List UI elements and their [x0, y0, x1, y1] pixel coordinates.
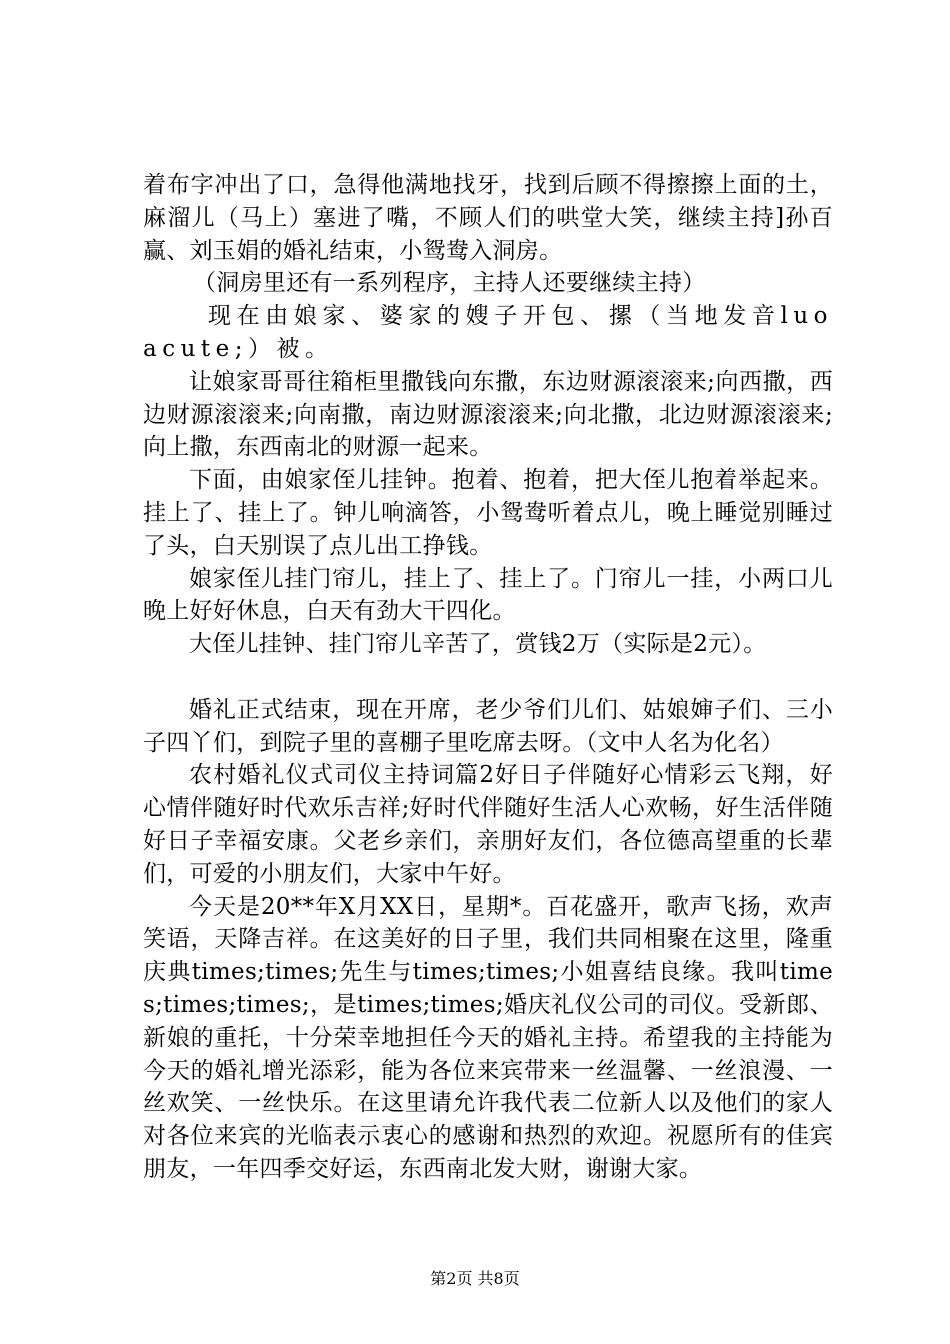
blank-line: [143, 661, 833, 694]
paragraph: 现在由娘家、婆家的嫂子开包、摞（当地发音luoacute;）被。: [143, 303, 833, 362]
document-body: [143, 169, 833, 1186]
paragraph: 婚礼正式结束，现在开席，老少爷们儿们、姑娘婶子们、三小子四丫们，到院子里的喜棚子里吃席去呀。（文中人名为化名）: [143, 696, 833, 756]
paragraph: 着布字冲出了口，急得他满地找牙，找到后顾不得擦擦上面的土，麻溜儿（马上）塞进了嘴，不顾人们的哄堂大笑，继续主持]孙百赢、刘玉娟的婚礼结束，小鸳鸯入洞房。: [143, 172, 833, 264]
paragraph: （洞房里还有一系列程序，主持人还要继续主持）: [193, 270, 706, 297]
paragraph: 让娘家哥哥往箱柜里撒钱向东撒，东边财源滚滚来;向西撒，西边财源滚滚来;向南撒，南边财源滚滚来;向北撒，北边财源滚滚来;向上撒，东西南北的财源一起来。: [143, 368, 833, 461]
paragraph: 大侄儿挂钟、挂门帘儿辛苦了，赏钱2万（实际是2元）。: [189, 631, 767, 658]
page-footer: 第2页 共8页: [430, 1269, 520, 1288]
paragraph: 农村婚礼仪式司仪主持词篇2好日子伴随好心情彩云飞翔，好心情伴随好时代欢乐吉祥;好时代伴随好生活人心欢畅，好生活伴随好日子幸福安康。父老乡亲们，亲朋好友们，各位德高望重的长辈们，可爱的小朋友们，大家中午好。: [143, 762, 833, 887]
paragraph: 娘家侄儿挂门帘儿，挂上了、挂上了。门帘儿一挂，小两口儿晚上好好休息，白天有劲大干四化。: [143, 565, 833, 625]
paragraph: 今天是20**年X月XX日，星期*。百花盛开，歌声飞扬，欢声笑语，天降吉祥。在这美好的日子里，我们共同相聚在这里，隆重庆典times;times;先生与times;times;小姐喜结良缘。我叫times;times;times;，是times;times;婚庆礼仪公司的司仪。受新郎、新娘的重托，十分荣幸地担任今天的婚礼主持。希望我的主持能为今天的婚礼增光添彩，能为各位来宾带来一丝温馨、一丝浪漫、一丝欢笑、一丝快乐。在这里请允许我代表二位新人以及他们的家人对各位来宾的光临表示衷心的感谢和热烈的欢迎。祝愿所有的佳宾朋友，一年四季交好运，东西南北发大财，谢谢大家。: [143, 893, 833, 1182]
paragraph: 下面，由娘家侄儿挂钟。抱着、抱着，把大侄儿抱着举起来。挂上了、挂上了。钟儿响滴答，小鸳鸯听着点儿，晚上睡觉别睡过了头，白天别误了点儿出工挣钱。: [143, 467, 833, 559]
